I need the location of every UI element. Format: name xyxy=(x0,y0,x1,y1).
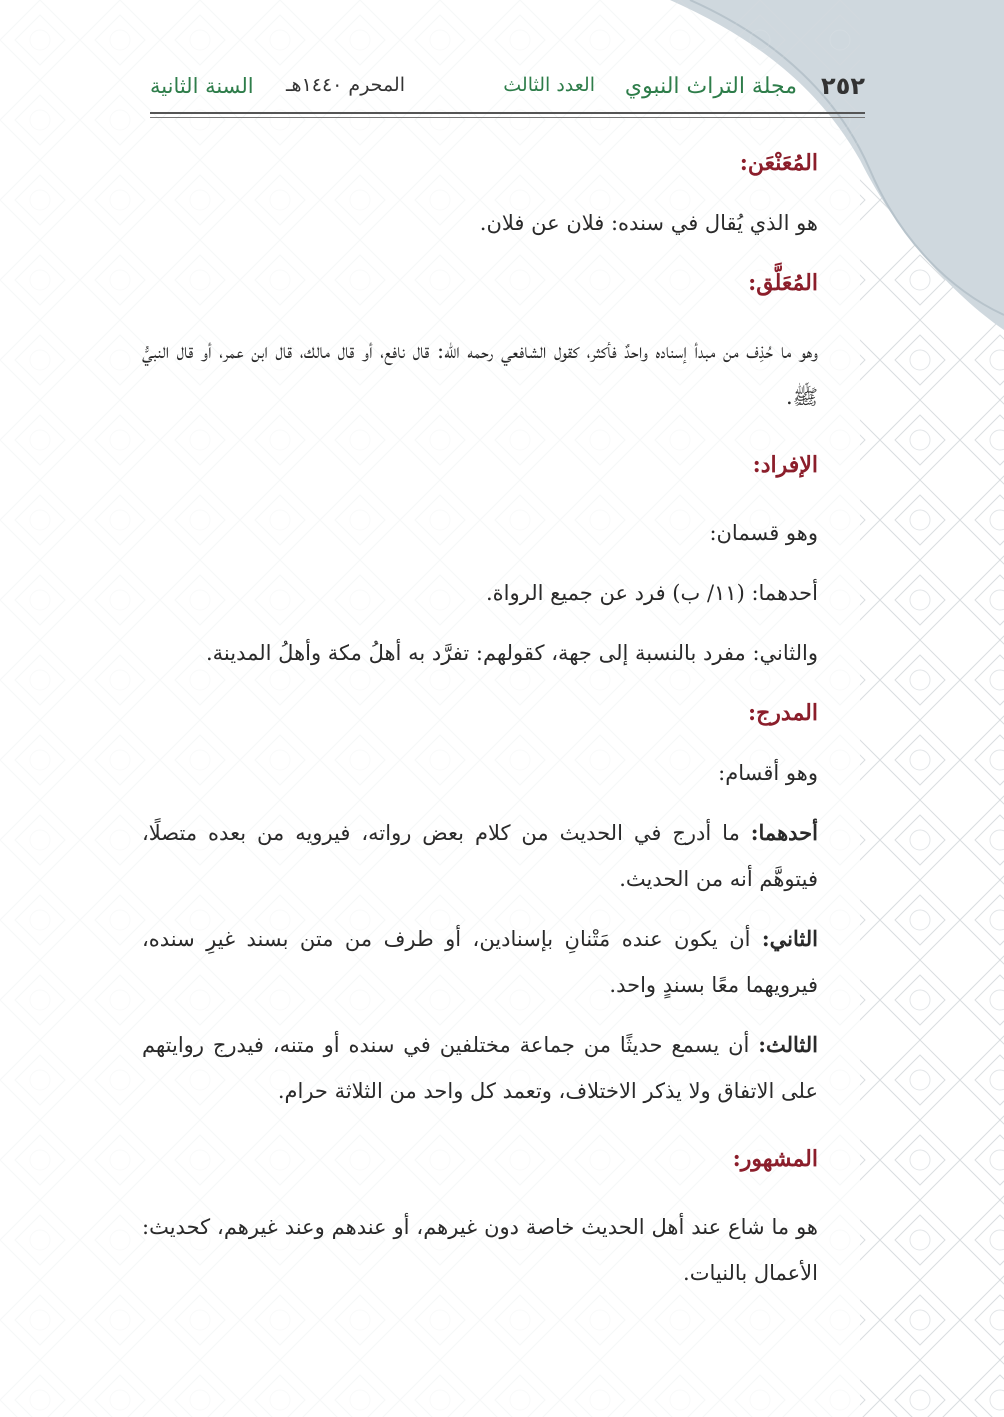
mudraj-first-lead: أحدهما: xyxy=(750,820,818,845)
term-muallaq: المُعَلَّق: xyxy=(748,270,818,296)
mudraj-first-text: ما أدرج في الحديث من كلام بعض رواته، فيرويه من بعده متصلًا، فيتوهَّم أنه من الحديث. xyxy=(142,821,818,891)
mudraj-second xyxy=(142,916,818,1008)
issue-label: العدد الثالث xyxy=(503,74,595,96)
journal-title: مجلة التراث النبوي xyxy=(624,74,797,99)
mudraj-second-text: أن يكون عنده مَتْنانِ بإسنادين، أو طرف من متن بسند غيرِ سنده، فيرويهما معًا بسندٍ واحد. xyxy=(142,927,818,997)
mudraj-intro: وهو أقسام: xyxy=(718,761,818,785)
mudraj-third-text: أن يسمع حديثًا من جماعة مختلفين في سنده أو متنه، فيدرج روايتهم على الاتفاق ولا يذكر الاختلاف، وتعمد كل واحد من الثلاثة حرام. xyxy=(142,1033,818,1103)
term-mashhur: المشهور: xyxy=(732,1146,818,1172)
mudraj-third-lead: الثالث: xyxy=(758,1032,818,1057)
muallaq-definition: وهو ما حُذِف من مبدأ إسناده واحدٌ فأكثر، كقول الشافعي رحمه الله: قال نافع، أو قال مالك، قال ابن عمر، أو قال النبيُّ ﷺ. xyxy=(142,339,818,409)
ifrad-first: أحدهما: (١١/ ب) فرد عن جميع الرواة. xyxy=(486,581,818,605)
page-number: ٢٥٢ xyxy=(821,72,865,100)
muanan-definition: هو الذي يُقال في سنده: فلان عن فلان. xyxy=(479,211,818,235)
ifrad-second: والثاني: مفرد بالنسبة إلى جهة، كقولهم: تفرَّد به أهلُ مكة وأهلُ المدينة. xyxy=(205,641,818,665)
issue-date: المحرم ١٤٤٠هـ xyxy=(285,74,405,96)
year-label: السنة الثانية xyxy=(150,74,254,98)
mashhur-definition: هو ما شاع عند أهل الحديث خاصة دون غيرهم، أو عندهم وعند غيرهم، كحديث: الأعمال بالنيات. xyxy=(142,1215,818,1285)
main-text xyxy=(142,140,818,1296)
mudraj-second-lead: الثاني: xyxy=(761,926,818,951)
header-rule xyxy=(150,112,865,118)
term-mudraj: المدرج: xyxy=(747,700,818,726)
term-muanan: المُعَنْعَن: xyxy=(739,150,818,176)
mudraj-first xyxy=(142,810,818,902)
ifrad-intro: وهو قسمان: xyxy=(709,521,818,545)
mudraj-third xyxy=(142,1022,818,1114)
running-header xyxy=(150,68,865,108)
term-ifrad: الإفراد: xyxy=(752,452,818,478)
